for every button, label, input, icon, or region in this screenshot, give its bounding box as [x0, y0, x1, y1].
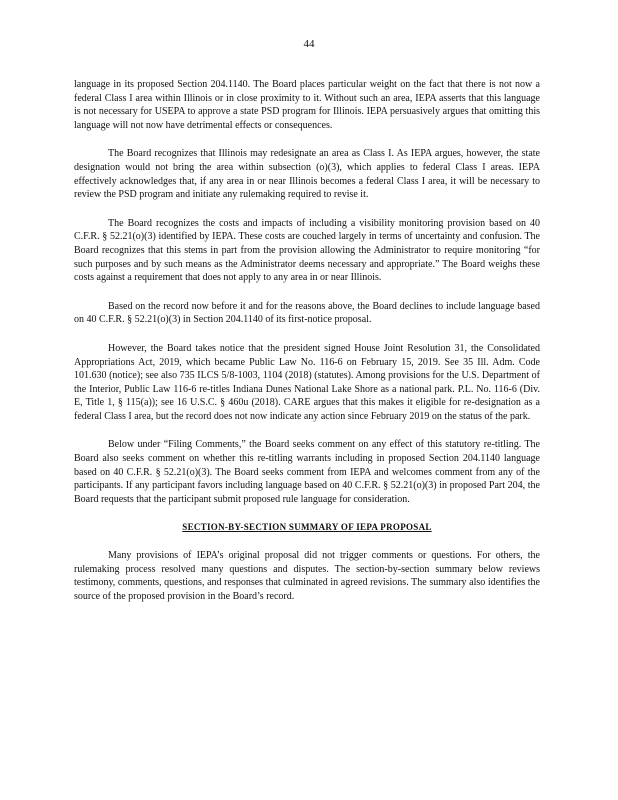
paragraph-costs-impacts: The Board recognizes the costs and impacts of including a visibility monitoring provision based on 40 C.F.R. § 52.21(o)(3) identified by IEPA. These costs are couched largely in terms of uncertainty and confusion. The Board recognizes that this stems in part from the provision allowing the Administrator to require monitoring “for such purposes and by such means as the Administrator deems necessary and appropriate.” The Board weighs these costs against a requirement that does not apply to any area in or near Illinois. — [74, 217, 540, 284]
paragraph-iepa-language: language in its proposed Section 204.1140. The Board places particular weight on the fact that there is not now a federal Class I area within Illinois or in close proximity to it. Without such an area, IEPA asserts that this language is not necessary for USEPA to approve a state PSD program for Illinois. IEPA persuasively argues that omitting this language will not now have detrimental effects or consequences. — [74, 79, 540, 131]
document-body — [74, 78, 540, 618]
paragraph-board-declines: Based on the record now before it and for the reasons above, the Board declines to include language based on 40 C.F.R. § 52.21(o)(3) in Section 204.1140 of its first-notice proposal. — [74, 300, 540, 326]
paragraph-summary-intro: Many provisions of IEPA’s original proposal did not trigger comments or questions. For others, the rulemaking process resolved many questions and disputes. The section-by-section summary below reviews testimony, comments, questions, and responses that culminated in agreed revisions. The summary also identifies the source of the proposed provision in the Board’s record. — [74, 550, 540, 602]
paragraph-filing-comments: Below under “Filing Comments,” the Board seeks comment on any effect of this statutory re-titling. The Board also seeks comment on whether this re-titling warrants including in proposed Section 204.1140 language based on 40 C.F.R. § 52.21(o)(3). The Board seeks comment from IEPA and welcomes comment from any of the participants. If any participant favors including language based on 40 C.F.R. § 52.21(o)(3) in proposed Part 204, the Board requests that the participant submit proposed rule language for consideration. — [74, 439, 540, 505]
section-heading: SECTION-BY-SECTION SUMMARY OF IEPA PROPOSAL — [182, 522, 432, 533]
paragraph-redesignation: The Board recognizes that Illinois may redesignate an area as Class I. As IEPA argues, however, the state designation would not bring the area within subsection (o)(3), which applies to federal Class I areas. IEPA effectively acknowledges that, if any area in or near Illinois becomes a federal Class I area, it will be necessary to review the PSD program and initiate any rulemaking required to revise it. — [74, 148, 540, 201]
paragraph-public-law: However, the Board takes notice that the president signed House Joint Resolution 31, the Consolidated Appropriations Act, 2019, which became Public Law No. 116-6 on February 15, 2019. See 35 Ill. Adm. Code 101.630 (notice); see also 735 ILCS 5/8-1003, 1104 (2018) (statutes). Among provisions for the U.S. Department of the Interior, Public Law 116-6 re-titles Indiana Dunes National Lake Shore as a national park. P.L. No. 116-6 (Div. E, Title 1, § 115(a)); see 16 U.S.C. § 460u (2018). CARE argues that this makes it eligible for re-designation as a federal Class I area, but the record does not now indicate any action since February 2019 on the status of the park. — [74, 342, 540, 422]
page-number: 44 — [303, 38, 315, 50]
